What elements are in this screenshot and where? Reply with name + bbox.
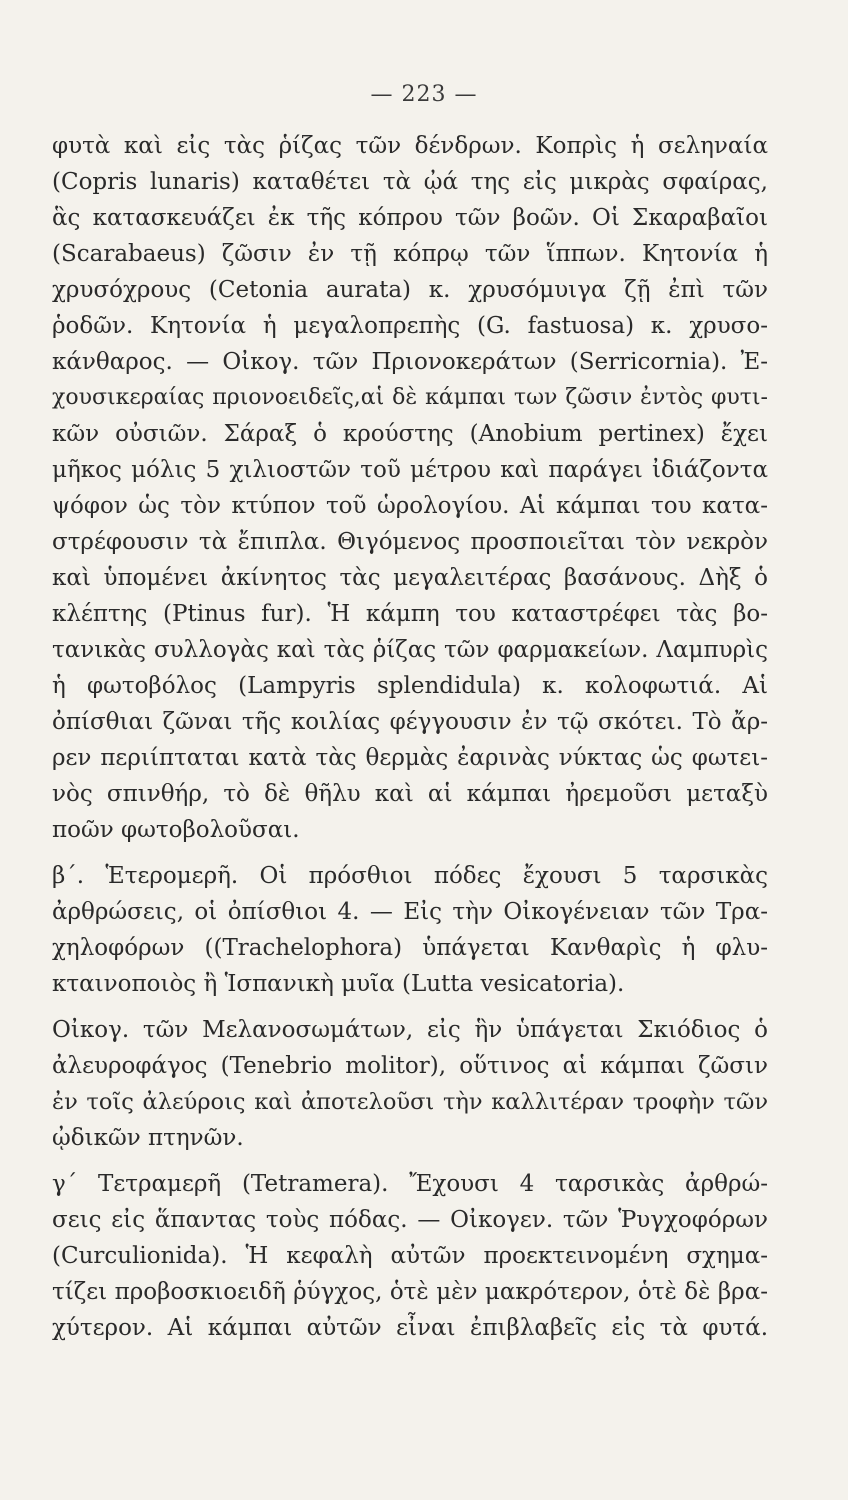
text-line: κῶν οὐσιῶν. Σάραξ ὁ κρούστης (Anobium pertinex) ἔχει [52, 421, 768, 447]
text-line: Οἰκογ. τῶν Μελανοσωμάτων, εἰς ἣν ὑπάγεται Σκιόδιος ὁ [52, 1017, 768, 1043]
text-line: τίζει προβοσκιοειδῆ ῥύγχος, ὁτὲ μὲν μακρότερον, ὁτὲ δὲ βρα- [52, 1279, 768, 1305]
text-line: κάνθαρος. — Οἰκογ. τῶν Πριονοκεράτων (Serricornia). Ἐ- [52, 349, 768, 375]
text-line: χρυσόχρους (Cetonia aurata) κ. χρυσόμυιγα ζῇ ἐπὶ τῶν [52, 277, 768, 303]
text-line: χηλοφόρων ((Trachelophora) ὑπάγεται Κανθαρὶς ἡ φλυ- [52, 935, 768, 961]
text-line: (Copris lunaris) καταθέτει τὰ ᾠά της εἰς μικρὰς σφαίρας, [52, 169, 768, 195]
text-line: μῆκος μόλις 5 χιλιοστῶν τοῦ μέτρου καὶ παράγει ἰδιάζοντα [52, 457, 768, 483]
text-line: κλέπτης (Ptinus fur). Ἡ κάμπη του καταστρέφει τὰς βο- [52, 601, 768, 627]
text-line: ἐν τοῖς ἀλεύροις καὶ ἀποτελοῦσι τὴν καλλιτέραν τροφὴν τῶν [52, 1089, 768, 1115]
text-line: ᾠδικῶν πτηνῶν. [52, 1125, 244, 1151]
text-line: καὶ ὑπομένει ἀκίνητος τὰς μεγαλειτέρας βασάνους. Δὴξ ὁ [52, 565, 768, 591]
text-line: (Curculionida). Ἡ κεφαλὴ αὐτῶν προεκτεινομένη σχημα- [52, 1243, 768, 1269]
text-line: ἀρθρώσεις, οἱ ὀπίσθιοι 4. — Εἰς τὴν Οἰκογένειαν τῶν Τρα- [52, 899, 768, 925]
text-line: φυτὰ καὶ εἰς τὰς ῥίζας τῶν δένδρων. Κοπρὶς ἡ σεληναία [52, 133, 768, 159]
page-number: — 223 — [370, 82, 478, 107]
text-line: σεις εἰς ἅπαντας τοὺς πόδας. — Οἰκογεν. τῶν Ῥυγχοφόρων [52, 1207, 768, 1233]
text-line: ρεν περιίπταται κατὰ τὰς θερμὰς ἐαρινὰς νύκτας ὡς φωτει- [52, 745, 768, 771]
text-line: νὸς σπινθήρ, τὸ δὲ θῆλυ καὶ αἱ κάμπαι ἠρεμοῦσι μεταξὺ [52, 781, 768, 807]
text-line: β΄. Ἑτερομερῆ. Οἱ πρόσθιοι πόδες ἔχουσι 5 ταρσικὰς [52, 863, 768, 889]
text-line: τανικὰς συλλογὰς καὶ τὰς ῥίζας τῶν φαρμακείων. Λαμπυρὶς [52, 637, 768, 663]
text-line: ἃς κατασκευάζει ἐκ τῆς κόπρου τῶν βοῶν. Οἱ Σκαραβαῖοι [52, 205, 768, 231]
text-line: κταινοποιὸς ἢ Ἱσπανικὴ μυῖα (Lutta vesicatoria). [52, 971, 625, 997]
text-line: στρέφουσιν τὰ ἔπιπλα. Θιγόμενος προσποιεῖται τὸν νεκρὸν [52, 529, 768, 555]
text-line: χουσικεραίας πριονοειδεῖς,αἱ δὲ κάμπαι των ζῶσιν ἐντὸς φυτι- [52, 385, 768, 410]
text-line: ἀλευροφάγος (Tenebrio molitor), οὕτινος αἱ κάμπαι ζῶσιν [52, 1053, 768, 1079]
text-line: γ΄ Τετραμερῆ (Tetramera). Ἔχουσι 4 ταρσικὰς ἀρθρώ- [52, 1171, 768, 1197]
text-line: ὀπίσθιαι ζῶναι τῆς κοιλίας φέγγουσιν ἐν τῷ σκότει. Τὸ ἄρ- [52, 709, 768, 735]
text-line: ποῶν φωτοβολοῦσαι. [52, 817, 300, 843]
text-line: ἡ φωτοβόλος (Lampyris splendidula) κ. κολοφωτιά. Αἱ [52, 673, 768, 699]
text-line: ψόφον ὡς τὸν κτύπον τοῦ ὡρολογίου. Αἱ κάμπαι του κατα- [52, 493, 768, 519]
text-line: ῥοδῶν. Κητονία ἡ μεγαλοπρεπὴς (G. fastuosa) κ. χρυσο- [52, 313, 768, 339]
text-line: χύτερον. Αἱ κάμπαι αὐτῶν εἶναι ἐπιβλαβεῖς εἰς τὰ φυτά. [52, 1315, 768, 1341]
text-line: (Scarabaeus) ζῶσιν ἐν τῇ κόπρῳ τῶν ἵππων. Κητονία ἡ [52, 241, 768, 267]
